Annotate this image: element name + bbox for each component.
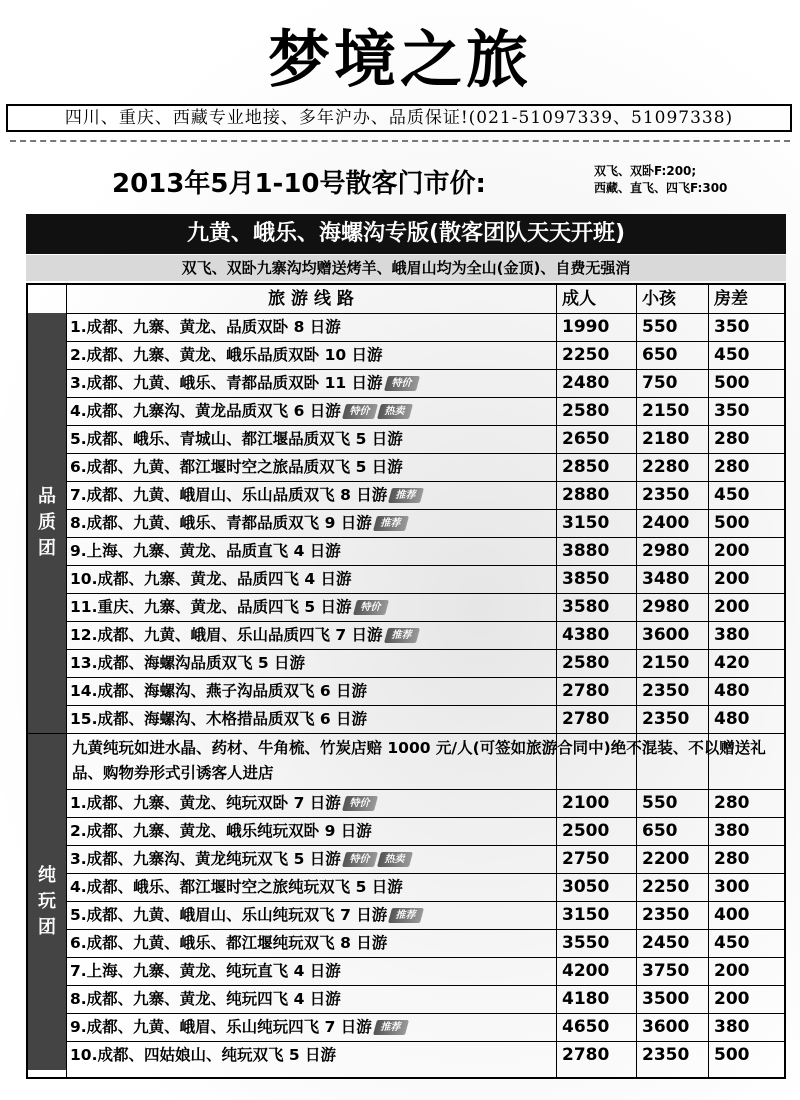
table-row (66, 705, 784, 733)
header-route: 旅 游 线 路 (268, 289, 354, 309)
route-name (70, 874, 556, 901)
table-row (66, 369, 784, 397)
price-room: 400 (714, 905, 750, 925)
route-name (70, 958, 556, 985)
price-adult: 3880 (562, 541, 610, 561)
table-row (66, 313, 784, 341)
price-child: 750 (642, 373, 678, 393)
table-row (66, 341, 784, 369)
route-name (70, 594, 556, 621)
price-adult: 4200 (562, 961, 610, 981)
route-name (70, 986, 556, 1013)
route-name (70, 706, 556, 733)
route-text: 13.成都、海螺沟品质双飞 5 日游 (70, 654, 306, 672)
price-adult: 2780 (562, 681, 610, 701)
price-child: 2250 (642, 877, 690, 897)
table-row (66, 817, 784, 845)
route-text: 12.成都、九黄、峨眉、乐山品质四飞 7 日游 (70, 626, 383, 644)
price-room: 280 (714, 793, 750, 813)
route-text: 10.成都、九寨、黄龙、品质四飞 4 日游 (70, 570, 352, 588)
route-text: 10.成都、四姑娘山、纯玩双飞 5 日游 (70, 1046, 337, 1064)
header-room: 房差 (714, 289, 748, 309)
route-text: 4.成都、九寨沟、黄龙品质双飞 6 日游 (70, 402, 341, 420)
price-child: 2280 (642, 457, 690, 477)
table-row (66, 453, 784, 481)
promo-badge: 推荐 (373, 516, 409, 531)
table-row (66, 873, 784, 901)
table-row (66, 929, 784, 957)
price-room: 350 (714, 401, 750, 421)
price-room: 500 (714, 373, 750, 393)
price-room: 450 (714, 485, 750, 505)
fare-note: 西藏、直飞、四飞F:300 (594, 181, 728, 195)
price-child: 650 (642, 345, 678, 365)
column-divider (636, 285, 637, 1077)
price-child: 3600 (642, 1017, 690, 1037)
group-label (28, 313, 66, 733)
price-child: 2980 (642, 597, 690, 617)
route-name (70, 482, 556, 509)
route-name (70, 846, 556, 873)
price-child: 550 (642, 317, 678, 337)
price-adult: 3550 (562, 933, 610, 953)
route-name (70, 566, 556, 593)
route-text: 7.成都、九黄、峨眉山、乐山品质双飞 8 日游 (70, 486, 388, 504)
price-child: 2450 (642, 933, 690, 953)
price-room: 200 (714, 541, 750, 561)
price-room: 480 (714, 681, 750, 701)
route-name (70, 370, 556, 397)
route-name (70, 426, 556, 453)
table-row (66, 565, 784, 593)
price-adult: 3850 (562, 569, 610, 589)
price-child: 2350 (642, 905, 690, 925)
promo-badge: 热卖 (377, 404, 413, 419)
route-text: 15.成都、海螺沟、木格措品质双飞 6 日游 (70, 710, 368, 728)
price-adult: 2880 (562, 485, 610, 505)
price-room: 200 (714, 989, 750, 1009)
route-name (70, 398, 556, 425)
route-name (70, 818, 556, 845)
route-text: 14.成都、海螺沟、燕子沟品质双飞 6 日游 (70, 682, 368, 700)
price-room: 380 (714, 821, 750, 841)
price-child: 3600 (642, 625, 690, 645)
table-row (66, 985, 784, 1013)
column-divider (66, 285, 67, 1077)
price-child: 2350 (642, 485, 690, 505)
group-note: 九黄纯玩如进水晶、药材、牛角梳、竹炭店赔 1000 元/人(可签如旅游合同中)绝不混装、不以赠送礼品、购物券形式引诱客人进店 (66, 733, 784, 789)
promo-badge: 推荐 (384, 628, 420, 643)
fare-note: 双飞、双卧F:200; (594, 164, 697, 178)
route-text: 11.重庆、九寨、黄龙、品质四飞 5 日游 (70, 598, 352, 616)
route-text: 8.成都、九寨、黄龙、纯玩四飞 4 日游 (70, 990, 341, 1008)
route-name (70, 314, 556, 341)
price-child: 2350 (642, 1045, 690, 1065)
group-label-char: 玩 (38, 891, 56, 912)
price-adult: 2580 (562, 653, 610, 673)
price-table (26, 283, 786, 1079)
price-room: 280 (714, 457, 750, 477)
promo-badge: 特价 (384, 376, 420, 391)
price-room: 280 (714, 849, 750, 869)
table-row (66, 425, 784, 453)
header-adult: 成人 (562, 289, 596, 309)
price-child: 2350 (642, 709, 690, 729)
table-row (66, 509, 784, 537)
price-room: 420 (714, 653, 750, 673)
promo-badge: 热卖 (377, 852, 413, 867)
route-name (70, 678, 556, 705)
price-adult: 2250 (562, 345, 610, 365)
price-child: 2150 (642, 401, 690, 421)
table-row (66, 845, 784, 873)
price-adult: 3150 (562, 905, 610, 925)
price-child: 3480 (642, 569, 690, 589)
route-text: 1.成都、九寨、黄龙、品质双卧 8 日游 (70, 318, 341, 336)
table-row (66, 397, 784, 425)
page-title: 梦境之旅 (267, 23, 532, 96)
price-adult: 4380 (562, 625, 610, 645)
group-label-char: 团 (38, 917, 56, 938)
route-name (70, 622, 556, 649)
route-name (70, 342, 556, 369)
promo-badge: 推荐 (373, 1020, 409, 1035)
route-text: 3.成都、九黄、峨乐、青都品质双卧 11 日游 (70, 374, 383, 392)
price-room: 200 (714, 569, 750, 589)
table-row (66, 481, 784, 509)
price-room: 500 (714, 513, 750, 533)
price-adult: 2100 (562, 793, 610, 813)
divider (10, 140, 790, 142)
route-name (70, 1042, 556, 1069)
price-child: 2400 (642, 513, 690, 533)
route-text: 8.成都、九黄、峨乐、青都品质双飞 9 日游 (70, 514, 372, 532)
price-adult: 2500 (562, 821, 610, 841)
price-adult: 1990 (562, 317, 610, 337)
price-room: 480 (714, 709, 750, 729)
promo-badge: 特价 (353, 600, 389, 615)
price-room: 380 (714, 625, 750, 645)
price-room: 380 (714, 1017, 750, 1037)
price-heading: 2013年5月1-10号散客门市价: (112, 169, 486, 199)
table-row (66, 789, 784, 817)
promo-badge: 特价 (342, 404, 378, 419)
contact-line: 四川、重庆、西藏专业地接、多年沪办、品质保证!(021-51097339、51097338) (6, 104, 792, 132)
route-text: 1.成都、九寨、黄龙、纯玩双卧 7 日游 (70, 794, 341, 812)
price-adult: 3150 (562, 513, 610, 533)
route-text: 4.成都、峨乐、都江堰时空之旅纯玩双飞 5 日游 (70, 878, 403, 896)
price-child: 2180 (642, 429, 690, 449)
price-adult: 2780 (562, 709, 610, 729)
table-row (66, 957, 784, 985)
route-text: 6.成都、九黄、峨乐、都江堰纯玩双飞 8 日游 (70, 934, 388, 952)
promo-badge: 推荐 (388, 908, 424, 923)
price-room: 200 (714, 961, 750, 981)
route-name (70, 1014, 556, 1041)
route-name (70, 902, 556, 929)
section-note: 双飞、双卧九寨沟均赠送烤羊、峨眉山均为全山(金顶)、自费无强消 (26, 255, 786, 281)
price-adult: 2480 (562, 373, 610, 393)
route-text: 3.成都、九寨沟、黄龙纯玩双飞 5 日游 (70, 850, 341, 868)
price-room: 450 (714, 933, 750, 953)
route-text: 5.成都、峨乐、青城山、都江堰品质双飞 5 日游 (70, 430, 403, 448)
route-name (70, 930, 556, 957)
route-name (70, 454, 556, 481)
price-adult: 4180 (562, 989, 610, 1009)
header-child: 小孩 (642, 289, 676, 309)
route-name (70, 510, 556, 537)
group-label-char: 纯 (38, 865, 56, 886)
price-room: 200 (714, 597, 750, 617)
route-text: 9.成都、九黄、峨眉、乐山纯玩四飞 7 日游 (70, 1018, 372, 1036)
table-row (66, 901, 784, 929)
route-name (70, 650, 556, 677)
price-adult: 3050 (562, 877, 610, 897)
column-divider (556, 285, 557, 1077)
price-room: 350 (714, 317, 750, 337)
promo-badge: 推荐 (388, 488, 424, 503)
route-text: 7.上海、九寨、黄龙、纯玩直飞 4 日游 (70, 962, 341, 980)
route-text: 9.上海、九寨、黄龙、品质直飞 4 日游 (70, 542, 341, 560)
price-adult: 2580 (562, 401, 610, 421)
price-room: 300 (714, 877, 750, 897)
promo-badge: 特价 (342, 852, 378, 867)
route-text: 6.成都、九黄、都江堰时空之旅品质双飞 5 日游 (70, 458, 403, 476)
group-label (28, 733, 66, 1070)
route-text: 2.成都、九寨、黄龙、峨乐品质双卧 10 日游 (70, 346, 383, 364)
route-name (70, 790, 556, 817)
price-adult: 2650 (562, 429, 610, 449)
column-divider (708, 285, 709, 1077)
price-adult: 2750 (562, 849, 610, 869)
promo-badge: 特价 (342, 796, 378, 811)
route-text: 5.成都、九黄、峨眉山、乐山纯玩双飞 7 日游 (70, 906, 388, 924)
price-child: 550 (642, 793, 678, 813)
price-child: 2200 (642, 849, 690, 869)
price-child: 2150 (642, 653, 690, 673)
table-row (66, 593, 784, 621)
price-child: 3500 (642, 989, 690, 1009)
table-row (66, 1013, 784, 1041)
group-label-char: 团 (38, 538, 56, 559)
price-room: 500 (714, 1045, 750, 1065)
price-child: 2350 (642, 681, 690, 701)
price-child: 2980 (642, 541, 690, 561)
table-row (66, 649, 784, 677)
price-room: 280 (714, 429, 750, 449)
price-adult: 4650 (562, 1017, 610, 1037)
price-child: 3750 (642, 961, 690, 981)
table-row (66, 1041, 784, 1069)
group-label-char: 质 (38, 512, 56, 533)
price-child: 650 (642, 821, 678, 841)
fare-notes (594, 163, 727, 197)
price-adult: 2850 (562, 457, 610, 477)
price-adult: 2780 (562, 1045, 610, 1065)
group-label-char: 品 (38, 486, 56, 507)
price-adult: 3580 (562, 597, 610, 617)
price-room: 450 (714, 345, 750, 365)
table-row (66, 621, 784, 649)
section-banner: 九黄、峨乐、海螺沟专版(散客团队天天开班) (26, 214, 786, 254)
table-row (66, 537, 784, 565)
route-name (70, 538, 556, 565)
route-text: 2.成都、九寨、黄龙、峨乐纯玩双卧 9 日游 (70, 822, 372, 840)
table-row (66, 677, 784, 705)
